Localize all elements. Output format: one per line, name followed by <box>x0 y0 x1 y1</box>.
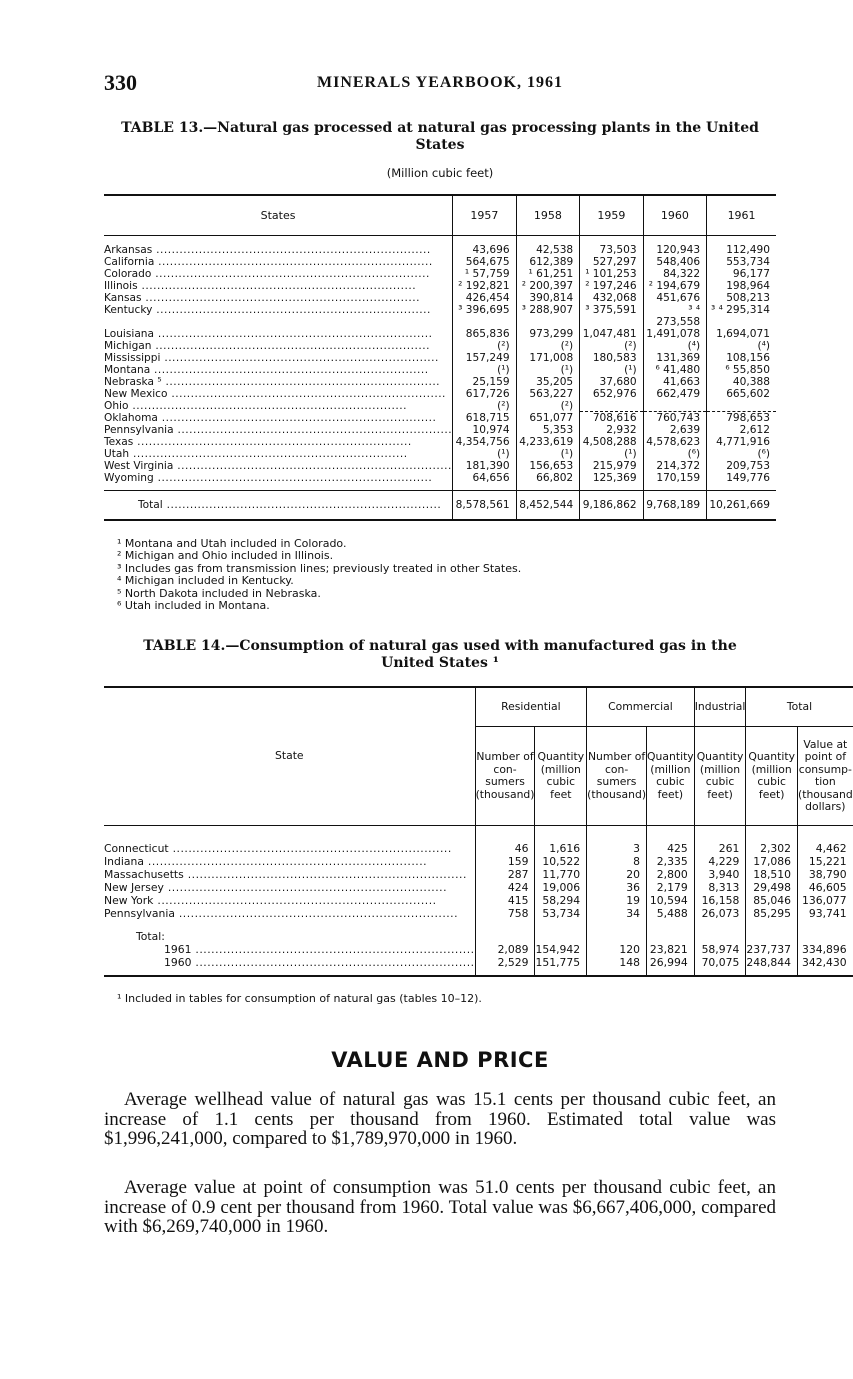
column-header: 1961 <box>707 195 776 235</box>
table-cell: ² 194,679 <box>643 280 707 292</box>
column-header: Value at point of consump- tion (thousand dollars) <box>798 727 853 826</box>
table-cell: 612,389 <box>516 256 580 268</box>
table-cell: 180,583 <box>580 352 643 364</box>
table-cell: ³ ⁴ 295,314 <box>707 304 776 328</box>
table-cell: ¹ 61,251 <box>516 268 580 280</box>
table-cell: 66,802 <box>516 472 580 491</box>
table-cell: 10,974 <box>453 424 517 436</box>
column-header: Quantity (million cubic feet) <box>694 727 746 826</box>
table-row <box>104 304 776 328</box>
table-cell: 4,771,916 <box>707 436 776 448</box>
row-label: 1960 ..... <box>104 956 475 969</box>
table-cell: 34 <box>587 907 647 930</box>
table13 <box>104 194 776 521</box>
table-cell: 125,369 <box>580 472 643 491</box>
table-cell: 617,726 <box>453 388 517 400</box>
footnote: ³ Includes gas from transmission lines; previously treated in other States. <box>117 561 522 575</box>
table-cell: 112,490 <box>707 235 776 256</box>
table-cell: (¹) <box>580 448 643 460</box>
table-cell: 390,814 <box>516 292 580 304</box>
table-cell: 4,508,288 <box>580 436 643 448</box>
table-cell: ² 197,246 <box>580 280 643 292</box>
table13-footnotes <box>117 538 757 612</box>
table-cell: (⁶) <box>643 448 707 460</box>
row-label: Illinois ..... <box>104 280 416 292</box>
table-cell: 157,249 <box>453 352 517 364</box>
table-cell: 43,696 <box>453 235 517 256</box>
table13-title: TABLE 13.—Natural gas processed at natural gas processing plants in the United States <box>121 120 759 153</box>
running-title: MINERALS YEARBOOK, 1961 <box>317 74 563 91</box>
table-cell: 215,979 <box>580 460 643 472</box>
table-cell: 1,616 <box>535 826 587 856</box>
table-cell: 154,942 <box>535 943 587 956</box>
table-cell: ¹ 101,253 <box>580 268 643 280</box>
table-cell: 508,213 <box>707 292 776 304</box>
table-cell: 120 <box>587 943 647 956</box>
table-cell: 665,602 <box>707 388 776 400</box>
paragraph: Average wellhead value of natural gas was 15.1 cents per thousand cubic feet, an increase of 1.1 cents per thousand from 1960. Estimated total value was $1,996,241,000, compared to $1,789,970,000 in 1960. <box>104 1089 776 1149</box>
table-row <box>104 436 776 448</box>
table-cell: 237,737 <box>746 943 798 956</box>
table-cell: 4,578,623 <box>643 436 707 448</box>
table-cell: 170,159 <box>643 472 707 491</box>
table-total-row <box>104 943 853 956</box>
table-cell: 26,994 <box>647 956 695 976</box>
table-cell: 248,844 <box>746 956 798 976</box>
row-label: Kentucky ..... <box>104 304 431 316</box>
table-cell: 652,976 <box>580 388 643 400</box>
table-cell: 2,179 <box>647 881 695 894</box>
table-cell: 4,229 <box>694 855 746 868</box>
table-cell: 708,616 <box>580 412 643 425</box>
table-cell: 171,008 <box>516 352 580 364</box>
table-row <box>104 826 853 856</box>
total-label: Total: <box>136 930 165 943</box>
row-label: Connecticut ..... <box>104 842 452 855</box>
table-cell: 553,734 <box>707 256 776 268</box>
table-cell: 9,186,862 <box>580 491 643 521</box>
row-label: Oklahoma ..... <box>104 412 436 424</box>
row-label: Montana ..... <box>104 364 429 376</box>
column-header: Number of con- sumers (thousand) <box>587 727 647 826</box>
table-row <box>104 292 776 304</box>
table-cell: 2,639 <box>643 424 707 436</box>
table-cell: ⁶ 55,850 <box>707 364 776 376</box>
table-cell: ³ 288,907 <box>516 304 580 328</box>
table-cell <box>707 400 776 412</box>
table-cell: 26,073 <box>694 907 746 930</box>
table-cell: 40,388 <box>707 376 776 388</box>
table-cell: 760,743 <box>643 412 707 425</box>
table13-unit: (Million cubic feet) <box>386 166 494 180</box>
table-row <box>104 352 776 364</box>
table-cell: 548,406 <box>643 256 707 268</box>
row-label: Massachusetts ..... <box>104 868 467 881</box>
table-cell: 53,734 <box>535 907 587 930</box>
table-cell: 564,675 <box>453 256 517 268</box>
table-row <box>104 256 776 268</box>
column-header: Quantity (million cubic feet) <box>647 727 695 826</box>
table-cell: 36 <box>587 881 647 894</box>
table-row <box>104 280 776 292</box>
table-cell: 46,605 <box>798 881 853 894</box>
table-cell: 3,940 <box>694 868 746 881</box>
table-row <box>104 472 776 491</box>
table-cell: 149,776 <box>707 472 776 491</box>
page-number: 330 <box>104 70 137 95</box>
table-cell: 19,006 <box>535 881 587 894</box>
table-row <box>104 855 853 868</box>
column-header: 1960 <box>643 195 707 235</box>
table-cell: 198,964 <box>707 280 776 292</box>
column-header: Quantity (million cubic feet <box>535 727 587 826</box>
row-label: Utah ..... <box>104 448 408 460</box>
table-row <box>104 894 853 907</box>
table-cell: (¹) <box>516 448 580 460</box>
row-label: Colorado ..... <box>104 268 430 280</box>
total-label: Total ..... <box>104 499 441 511</box>
row-label: Texas ..... <box>104 436 412 448</box>
table-row <box>104 907 853 930</box>
table-cell: 38,790 <box>798 868 853 881</box>
table-cell: 342,430 <box>798 956 853 976</box>
table-cell: 120,943 <box>643 235 707 256</box>
table-cell <box>643 400 707 412</box>
table-cell: 8,578,561 <box>453 491 517 521</box>
table-cell: 131,369 <box>643 352 707 364</box>
table-cell: 4,354,756 <box>453 436 517 448</box>
row-label: Wyoming ..... <box>104 472 432 484</box>
table-cell: 85,295 <box>746 907 798 930</box>
table-cell: 10,261,669 <box>707 491 776 521</box>
table-cell: 9,768,189 <box>643 491 707 521</box>
row-label: Mississippi ..... <box>104 352 439 364</box>
table-cell: 8,452,544 <box>516 491 580 521</box>
table-cell: 18,510 <box>746 868 798 881</box>
table-cell: 426,454 <box>453 292 517 304</box>
table-cell: 2,089 <box>475 943 535 956</box>
table-cell: 451,676 <box>643 292 707 304</box>
row-label: New Mexico ..... <box>104 388 446 400</box>
table-cell: (²) <box>516 400 580 412</box>
table-cell: ¹ 57,759 <box>453 268 517 280</box>
table-cell: 334,896 <box>798 943 853 956</box>
table-cell: 4,233,619 <box>516 436 580 448</box>
column-header: States <box>104 195 453 235</box>
table-cell: 1,491,078 <box>643 328 707 340</box>
table-row <box>104 412 776 425</box>
table-cell: 37,680 <box>580 376 643 388</box>
table-cell: (⁴) <box>707 340 776 352</box>
row-label: West Virginia ..... <box>104 460 452 472</box>
table-cell: 1,694,071 <box>707 328 776 340</box>
row-label: Louisiana ..... <box>104 328 432 340</box>
table-cell: 2,335 <box>647 855 695 868</box>
table-cell: 42,538 <box>516 235 580 256</box>
table-row <box>104 364 776 376</box>
table-row <box>104 424 776 436</box>
table-cell: 973,299 <box>516 328 580 340</box>
row-label: California ..... <box>104 256 433 268</box>
table-row <box>104 881 853 894</box>
table-cell: 2,932 <box>580 424 643 436</box>
table-cell: 19 <box>587 894 647 907</box>
table-cell: 41,663 <box>643 376 707 388</box>
row-label: Nebraska ⁵ ..... <box>104 376 440 388</box>
table-cell: (²) <box>453 400 517 412</box>
table-total-row <box>104 956 853 976</box>
table-cell: 58,294 <box>535 894 587 907</box>
table-cell: 23,821 <box>647 943 695 956</box>
table-cell: ² 192,821 <box>453 280 517 292</box>
table-cell: ³ ⁴ 273,558 <box>643 304 707 328</box>
table-cell: (²) <box>516 340 580 352</box>
table-cell: 151,775 <box>535 956 587 976</box>
table-cell: ⁶ 41,480 <box>643 364 707 376</box>
table-cell: (¹) <box>453 364 517 376</box>
table-cell: 424 <box>475 881 535 894</box>
table-row <box>104 388 776 400</box>
table-cell: 2,529 <box>475 956 535 976</box>
table-cell: 20 <box>587 868 647 881</box>
column-group-commercial: Commercial <box>587 687 695 727</box>
table-cell: 214,372 <box>643 460 707 472</box>
table-cell: 108,156 <box>707 352 776 364</box>
row-label: Arkansas ..... <box>104 244 431 256</box>
table-cell: 1,047,481 <box>580 328 643 340</box>
table-cell: 35,205 <box>516 376 580 388</box>
table-cell: 563,227 <box>516 388 580 400</box>
table-cell: 16,158 <box>694 894 746 907</box>
paragraph: Average value at point of consumption was 51.0 cents per thousand cubic feet, an increase of 0.9 cent per thousand from 1960. Total value was $6,667,406,000, compared with $6,269,740,000 in 1960. <box>104 1177 776 1237</box>
table-row <box>104 400 776 412</box>
row-label: Michigan ..... <box>104 340 430 352</box>
table-cell: 148 <box>587 956 647 976</box>
table-cell: 662,479 <box>643 388 707 400</box>
table-row <box>104 868 853 881</box>
footnote: ⁴ Michigan included in Kentucky. <box>117 574 294 588</box>
table-row <box>104 448 776 460</box>
column-header: Number of con- sumers (thousand) <box>475 727 535 826</box>
table-row <box>104 460 776 472</box>
table-cell: 209,753 <box>707 460 776 472</box>
table14-title: TABLE 14.—Consumption of natural gas used with manufactured gas in the United States ¹ <box>143 638 737 671</box>
column-header: Quantity (million cubic feet) <box>746 727 798 826</box>
column-header: 1959 <box>580 195 643 235</box>
table-cell: 5,488 <box>647 907 695 930</box>
footnote: ² Michigan and Ohio included in Illinois. <box>117 549 334 563</box>
table-cell: (⁶) <box>707 448 776 460</box>
table-cell: 527,297 <box>580 256 643 268</box>
row-label: New Jersey ..... <box>104 881 447 894</box>
section-heading: VALUE AND PRICE <box>331 1048 549 1072</box>
row-label: Kansas ..... <box>104 292 420 304</box>
table-cell: (¹) <box>453 448 517 460</box>
footnote: ⁵ North Dakota included in Nebraska. <box>117 586 321 600</box>
table-cell: 85,046 <box>746 894 798 907</box>
table-row <box>104 376 776 388</box>
table-cell: 2,612 <box>707 424 776 436</box>
table-cell: 3 <box>587 826 647 856</box>
table-cell: 29,498 <box>746 881 798 894</box>
table-cell: 136,077 <box>798 894 853 907</box>
table-cell: 2,302 <box>746 826 798 856</box>
table-cell: 651,077 <box>516 412 580 425</box>
column-header-state: State <box>104 687 475 826</box>
table-cell: 25,159 <box>453 376 517 388</box>
table-cell: ² 200,397 <box>516 280 580 292</box>
table-cell: 425 <box>647 826 695 856</box>
table-cell: 2,800 <box>647 868 695 881</box>
table-cell: 758 <box>475 907 535 930</box>
column-group-total: Total <box>746 687 853 727</box>
column-header: 1957 <box>453 195 517 235</box>
table-cell: 93,741 <box>798 907 853 930</box>
table-cell: 10,522 <box>535 855 587 868</box>
table-cell: 46 <box>475 826 535 856</box>
table-cell: (¹) <box>580 364 643 376</box>
table-cell: 17,086 <box>746 855 798 868</box>
table-cell: 156,653 <box>516 460 580 472</box>
table-cell: (²) <box>453 340 517 352</box>
table-cell: 261 <box>694 826 746 856</box>
table14-footnote: ¹ Included in tables for consumption of natural gas (tables 10–12). <box>117 992 482 1005</box>
table14 <box>104 686 853 977</box>
table-row <box>104 328 776 340</box>
table-cell: 865,836 <box>453 328 517 340</box>
row-label: Indiana ..... <box>104 855 427 868</box>
row-label: 1961 ..... <box>104 943 475 956</box>
table-cell: 618,715 <box>453 412 517 425</box>
column-group-industrial: Industrial <box>694 687 746 727</box>
running-head <box>104 70 776 100</box>
footnote: ¹ Montana and Utah included in Colorado. <box>117 537 347 550</box>
footnote: ⁶ Utah included in Montana. <box>117 599 270 613</box>
table-cell: (²) <box>580 340 643 352</box>
row-label: Pennsylvania ..... <box>104 907 458 920</box>
table-cell: 287 <box>475 868 535 881</box>
table-cell: 8 <box>587 855 647 868</box>
table-cell: 415 <box>475 894 535 907</box>
table-row <box>104 268 776 280</box>
table-row <box>104 235 776 256</box>
table-cell: 15,221 <box>798 855 853 868</box>
table-cell: 432,068 <box>580 292 643 304</box>
table-cell: 64,656 <box>453 472 517 491</box>
table-cell: 181,390 <box>453 460 517 472</box>
column-group-residential: Residential <box>475 687 587 727</box>
table-cell: 4,462 <box>798 826 853 856</box>
table-row <box>104 340 776 352</box>
column-header: 1958 <box>516 195 580 235</box>
table-cell: 84,322 <box>643 268 707 280</box>
table-cell: 73,503 <box>580 235 643 256</box>
row-label: New York ..... <box>104 894 437 907</box>
table-cell: 798,653 <box>707 412 776 425</box>
row-label: Ohio ..... <box>104 400 407 412</box>
table-cell: 8,313 <box>694 881 746 894</box>
table-cell: 58,974 <box>694 943 746 956</box>
table-cell: 159 <box>475 855 535 868</box>
table-cell: 11,770 <box>535 868 587 881</box>
table-total-row <box>104 491 776 521</box>
table-cell: 10,594 <box>647 894 695 907</box>
table-cell <box>580 400 643 412</box>
table-cell: (¹) <box>516 364 580 376</box>
table-cell: (⁴) <box>643 340 707 352</box>
table-cell: ³ 396,695 <box>453 304 517 328</box>
row-label: Pennsylvania ..... <box>104 424 452 436</box>
table-row <box>104 930 853 943</box>
table-cell: 5,353 <box>516 424 580 436</box>
table-cell: ³ 375,591 <box>580 304 643 328</box>
table-cell: 96,177 <box>707 268 776 280</box>
table-cell: 70,075 <box>694 956 746 976</box>
